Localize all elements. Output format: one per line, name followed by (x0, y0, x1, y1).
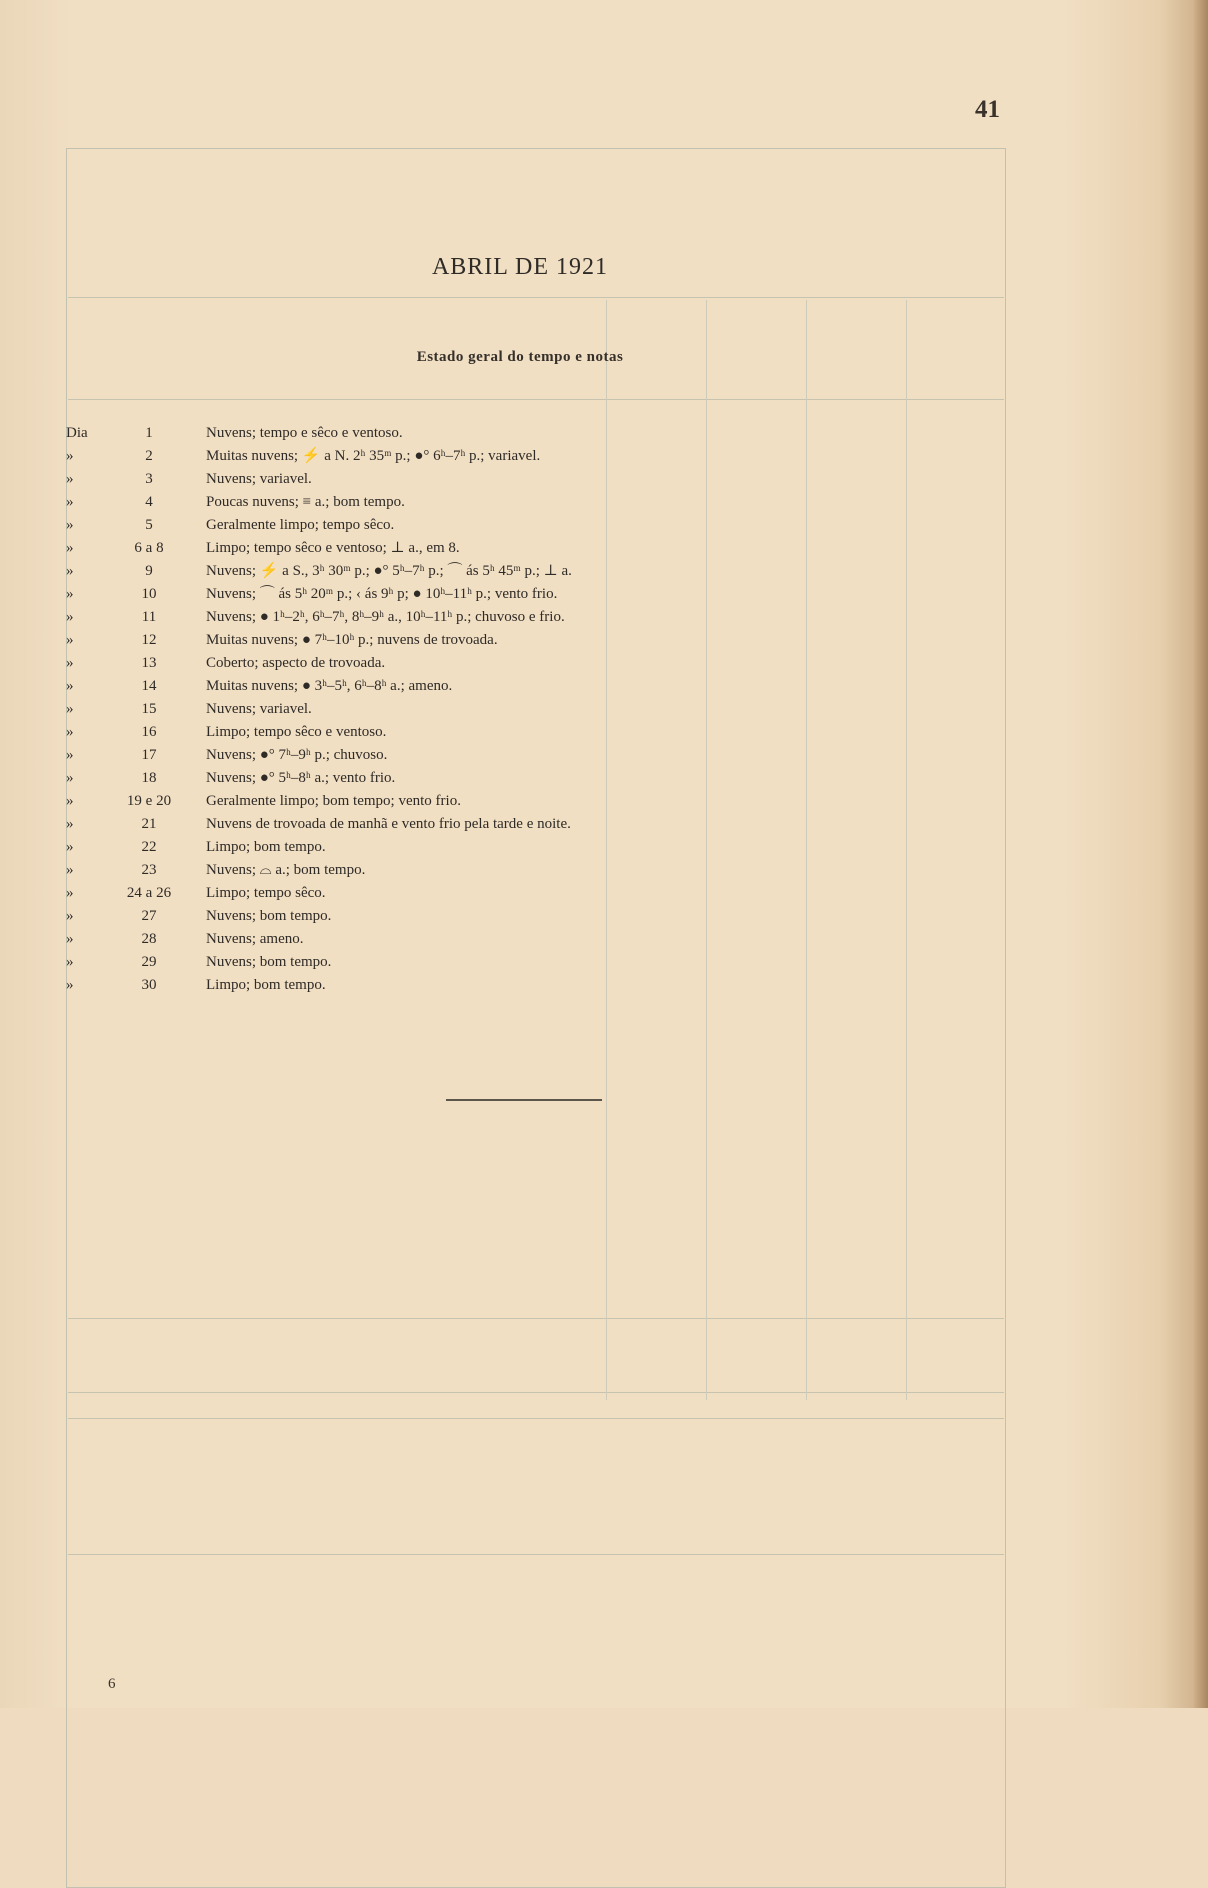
day-label: » (66, 724, 74, 740)
bleed-rule (68, 1554, 1004, 1555)
day-number: 2 (145, 448, 153, 464)
day-number: 19 e 20 (126, 793, 172, 809)
weather-note: Nuvens; ● 1ʰ–2ʰ, 6ʰ–7ʰ, 8ʰ–9ʰ a., 10ʰ–11ʰ p.; chuvoso e frio. (206, 609, 565, 625)
bleed-rule (706, 300, 707, 1400)
weather-note: Nuvens; ⌓ a.; bom tempo. (206, 862, 366, 878)
day-label: » (66, 609, 74, 625)
day-label: » (66, 586, 74, 602)
day-number: 16 (141, 724, 157, 740)
day-label: » (66, 448, 74, 464)
day-number: 11 (141, 609, 157, 625)
day-number: 17 (141, 747, 157, 763)
day-number: 1 (145, 425, 153, 441)
day-label: » (66, 517, 74, 533)
day-label: » (66, 816, 74, 832)
page-title: ABRIL DE 1921 (431, 254, 609, 280)
bleed-through-table-frame (66, 148, 1006, 1888)
weather-note: Geralmente limpo; bom tempo; vento frio. (206, 793, 461, 809)
section-subtitle: Estado geral do tempo e notas (416, 349, 624, 365)
day-label: » (66, 563, 74, 579)
day-label: Dia (66, 425, 88, 441)
weather-note: Nuvens; variavel. (206, 471, 312, 487)
bleed-rule (68, 297, 1004, 298)
day-number: 6 a 8 (134, 540, 164, 556)
weather-note: Coberto; aspecto de trovoada. (206, 655, 386, 671)
weather-note: Limpo; bom tempo. (206, 977, 326, 993)
day-label: » (66, 494, 74, 510)
weather-note: Nuvens; ⚡ a S., 3ʰ 30ᵐ p.; ●° 5ʰ–7ʰ p.; ⌒ ás 5ʰ 45ᵐ p.; ⊥ a. (206, 563, 572, 579)
weather-note: Limpo; tempo sêco. (206, 885, 326, 901)
day-number: 13 (141, 655, 157, 671)
section-divider (446, 1099, 602, 1101)
weather-note: Limpo; tempo sêco e ventoso; ⊥ a., em 8. (206, 540, 460, 556)
day-label: » (66, 540, 74, 556)
signature-mark: 6 (108, 1676, 116, 1692)
day-number: 30 (141, 977, 157, 993)
weather-note: Muitas nuvens; ● 7ʰ–10ʰ p.; nuvens de trovoada. (206, 632, 498, 648)
weather-note: Nuvens; bom tempo. (206, 954, 332, 970)
day-label: » (66, 862, 74, 878)
day-number: 12 (141, 632, 157, 648)
day-number: 18 (141, 770, 157, 786)
weather-note: Geralmente limpo; tempo sêco. (206, 517, 395, 533)
day-label: » (66, 770, 74, 786)
bleed-rule (906, 300, 907, 1400)
day-label: » (66, 908, 74, 924)
bleed-rule (806, 300, 807, 1400)
weather-note: Limpo; tempo sêco e ventoso. (206, 724, 387, 740)
bleed-rule (606, 300, 607, 1400)
weather-note: Nuvens; ameno. (206, 931, 304, 947)
book-binding-edge (1194, 0, 1208, 1708)
day-number: 15 (141, 701, 157, 717)
day-number: 23 (141, 862, 157, 878)
day-label: » (66, 632, 74, 648)
weather-note: Limpo; bom tempo. (206, 839, 326, 855)
day-number: 3 (145, 471, 153, 487)
weather-note: Nuvens; ⌒ ás 5ʰ 20ᵐ p.; ‹ ás 9ʰ p; ● 10ʰ–11ʰ p.; vento frio. (206, 586, 558, 602)
weather-note: Nuvens; variavel. (206, 701, 312, 717)
day-number: 14 (141, 678, 157, 694)
day-number: 5 (145, 517, 153, 533)
weather-note: Nuvens; tempo e sêco e ventoso. (206, 425, 403, 441)
weather-note: Muitas nuvens; ● 3ʰ–5ʰ, 6ʰ–8ʰ a.; ameno. (206, 678, 453, 694)
day-number: 22 (141, 839, 157, 855)
day-number: 21 (141, 816, 157, 832)
day-label: » (66, 839, 74, 855)
day-label: » (66, 678, 74, 694)
weather-note: Nuvens; ●° 7ʰ–9ʰ p.; chuvoso. (206, 747, 388, 763)
day-number: 9 (145, 563, 153, 579)
day-label: » (66, 793, 74, 809)
day-number: 24 a 26 (126, 885, 172, 901)
weather-note: Nuvens; bom tempo. (206, 908, 332, 924)
page-number: 41 (975, 96, 1000, 123)
day-number: 29 (141, 954, 157, 970)
weather-note: Nuvens de trovoada de manhã e vento frio pela tarde e noite. (206, 816, 571, 832)
bleed-rule (68, 1392, 1004, 1393)
day-number: 27 (141, 908, 157, 924)
day-number: 10 (141, 586, 157, 602)
day-number: 4 (145, 494, 153, 510)
day-label: » (66, 931, 74, 947)
day-label: » (66, 701, 74, 717)
day-number: 28 (141, 931, 157, 947)
day-label: » (66, 747, 74, 763)
day-label: » (66, 885, 74, 901)
day-label: » (66, 954, 74, 970)
bleed-rule (68, 1318, 1004, 1319)
day-label: » (66, 471, 74, 487)
bleed-rule (68, 399, 1004, 400)
bleed-rule (68, 1418, 1004, 1419)
weather-note: Poucas nuvens; ≡ a.; bom tempo. (206, 494, 405, 510)
weather-note: Muitas nuvens; ⚡ a N. 2ʰ 35ᵐ p.; ●° 6ʰ–7ʰ p.; variavel. (206, 448, 541, 464)
day-label: » (66, 655, 74, 671)
day-label: » (66, 977, 74, 993)
weather-note: Nuvens; ●° 5ʰ–8ʰ a.; vento frio. (206, 770, 396, 786)
